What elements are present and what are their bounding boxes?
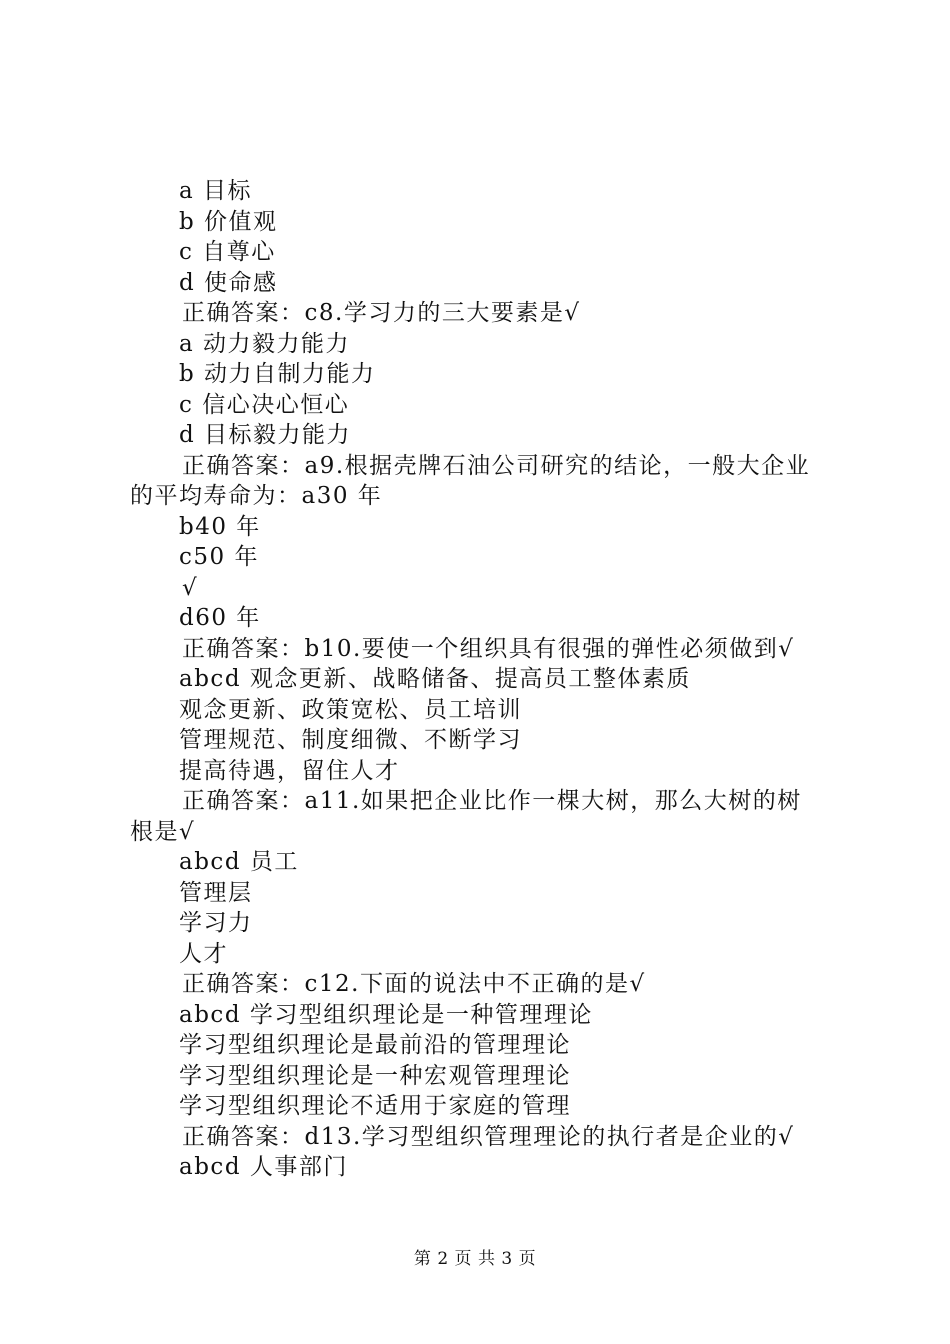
option-line: 学习型组织理论是一种宏观管理理论 bbox=[179, 1062, 571, 1089]
option-line: a 目标 bbox=[179, 178, 253, 204]
option-line: 管理层 bbox=[179, 879, 253, 906]
option-line: 学习型组织理论是最前沿的管理理论 bbox=[179, 1032, 571, 1058]
document-body bbox=[130, 176, 830, 1183]
answer-question-line: 正确答案：d13.学习型组织管理理论的执行者是企业的√ bbox=[182, 1123, 795, 1150]
option-line: abcd 员工 bbox=[179, 849, 299, 875]
answer-question-line: 正确答案：a9.根据壳牌石油公司研究的结论，一般大企业 bbox=[182, 452, 811, 479]
option-line: c50 年 bbox=[179, 544, 259, 570]
answer-question-line: 正确答案：b10.要使一个组织具有很强的弹性必须做到√ bbox=[182, 635, 795, 662]
option-line: 管理规范、制度细微、不断学习 bbox=[179, 727, 522, 753]
option-line: abcd 学习型组织理论是一种管理理论 bbox=[179, 1001, 593, 1028]
option-line: b 动力自制力能力 bbox=[179, 361, 376, 387]
option-line: c 信心决心恒心 bbox=[179, 391, 350, 418]
option-line: b40 年 bbox=[179, 513, 261, 540]
answer-question-line: 正确答案：c8.学习力的三大要素是√ bbox=[182, 300, 581, 326]
option-line: 人才 bbox=[179, 940, 228, 967]
option-line: c 自尊心 bbox=[179, 239, 276, 265]
option-line: d60 年 bbox=[179, 605, 261, 631]
option-line: abcd 观念更新、战略储备、提高员工整体素质 bbox=[179, 666, 691, 692]
question-continuation-line: 的平均寿命为：a30 年 bbox=[130, 483, 383, 509]
option-line: 学习力 bbox=[179, 910, 253, 936]
answer-question-line: 正确答案：a11.如果把企业比作一棵大树，那么大树的树 bbox=[182, 788, 802, 814]
check-mark-line: √ bbox=[182, 574, 199, 601]
option-line: 提高待遇，留住人才 bbox=[179, 757, 400, 784]
option-line: d 目标毅力能力 bbox=[179, 422, 352, 448]
page-footer: 第 2 页 共 3 页 bbox=[413, 1249, 537, 1269]
question-continuation-line: 根是√ bbox=[130, 818, 196, 845]
answer-question-line: 正确答案：c12.下面的说法中不正确的是√ bbox=[182, 971, 646, 997]
option-line: abcd 人事部门 bbox=[179, 1154, 348, 1180]
option-line: 学习型组织理论不适用于家庭的管理 bbox=[179, 1093, 571, 1119]
option-line: d 使命感 bbox=[179, 269, 278, 296]
option-line: 观念更新、政策宽松、员工培训 bbox=[179, 696, 522, 723]
option-line: b 价值观 bbox=[179, 208, 278, 235]
option-line: a 动力毅力能力 bbox=[179, 330, 351, 357]
